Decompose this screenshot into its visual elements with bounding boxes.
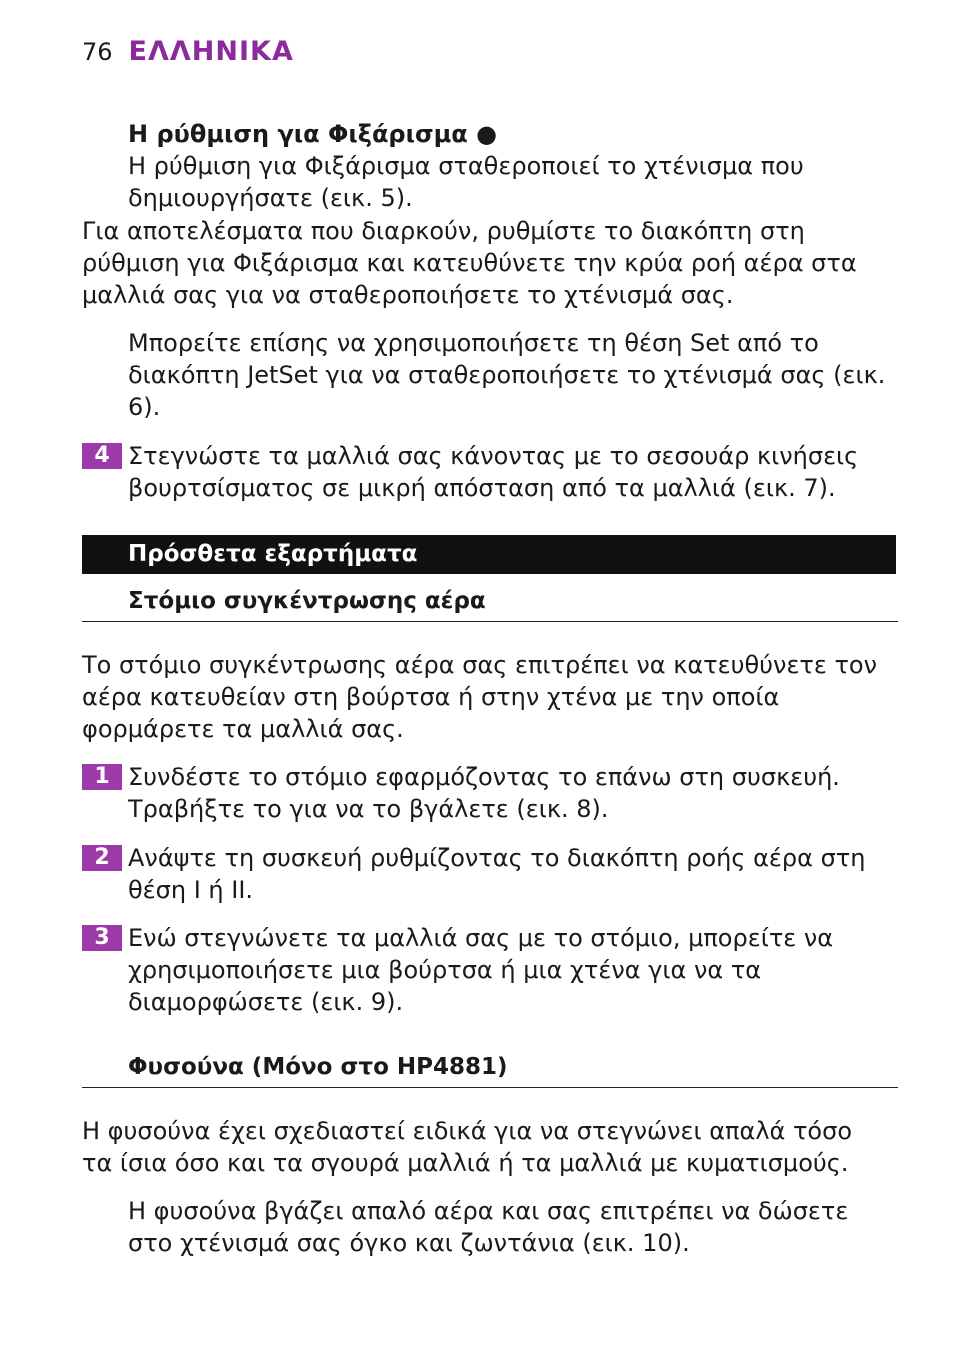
- nozzle-step-3: [82, 922, 902, 1018]
- subsection-title-diffuser: Φυσούνα (Μόνο στο HP4881): [82, 1051, 898, 1088]
- step-text: Ενώ στεγνώνετε τα μαλλιά σας με το στόμιο, μπορείτε να χρησιμοποιήσετε μια βούρτσα ή μια χτένα για να τα διαμορφώσετε (εικ. 9).: [128, 924, 834, 1016]
- diffuser-note: Η φυσούνα βγάζει απαλό αέρα και σας επιτρέπει να δώσετε στο χτένισμά σας όγκο και ζωντάνια (εικ. 10).: [128, 1197, 849, 1257]
- language-title: ΕΛΛΗΝΙΚΑ: [128, 36, 294, 67]
- page-number: 76: [82, 38, 113, 66]
- step-number-badge: 2: [82, 845, 122, 871]
- nozzle-step-2: [82, 842, 902, 906]
- step-text: Στεγνώστε τα μαλλιά σας κάνοντας με το σεσουάρ κινήσεις βουρτσίσματος σε μικρή απόσταση από τα μαλλιά (εικ. 7).: [128, 442, 859, 502]
- fixing-paragraph: Για αποτελέσματα που διαρκούν, ρυθμίστε το διακόπτη στη ρύθμιση για Φιξάρισμα και κατευθύνετε την κρύα ροή αέρα στα μαλλιά σας για να σταθεροποιήσετε το χτένισμά σας.: [82, 217, 857, 309]
- subsection-title-nozzle: Στόμιο συγκέντρωσης αέρα: [82, 585, 898, 622]
- nozzle-intro: Το στόμιο συγκέντρωσης αέρα σας επιτρέπει να κατευθύνετε τον αέρα κατευθείαν στη βούρτσα ή στην χτένα με την οποία φορμάρετε τα μαλλιά σας.: [82, 651, 878, 743]
- nozzle-step-1: [82, 761, 902, 825]
- fixing-line-2: δημιουργήσατε (εικ. 5).: [128, 184, 413, 212]
- page-header: [82, 36, 294, 67]
- step-4: [82, 440, 902, 504]
- fixing-note: Μπορείτε επίσης να χρησιμοποιήσετε τη θέση Set από το διακόπτη JetSet για να σταθεροποιήσετε το χτένισμά σας (εικ. 6).: [128, 329, 886, 421]
- fixing-title: Η ρύθμιση για Φιξάρισμα ●: [128, 120, 498, 148]
- step-number-badge: 4: [82, 443, 122, 469]
- step-text: Συνδέστε το στόμιο εφαρμόζοντας το επάνω στη συσκευή. Τραβήξτε το για να το βγάλετε (εικ. 8).: [128, 763, 840, 823]
- step-text: Ανάψτε τη συσκευή ρυθμίζοντας το διακόπτη ροής αέρα στη θέση I ή II.: [128, 844, 866, 904]
- step-number-badge: 1: [82, 764, 122, 790]
- step-number-badge: 3: [82, 925, 122, 951]
- fixing-line-1: Η ρύθμιση για Φιξάρισμα σταθεροποιεί το χτένισμα που: [128, 152, 804, 180]
- diffuser-intro: Η φυσούνα έχει σχεδιαστεί ειδικά για να στεγνώνει απαλά τόσο τα ίσια όσο και τα σγουρά μαλλιά ή τα μαλλιά με κυματισμούς.: [82, 1117, 853, 1177]
- section-title-accessories: Πρόσθετα εξαρτήματα: [82, 535, 896, 574]
